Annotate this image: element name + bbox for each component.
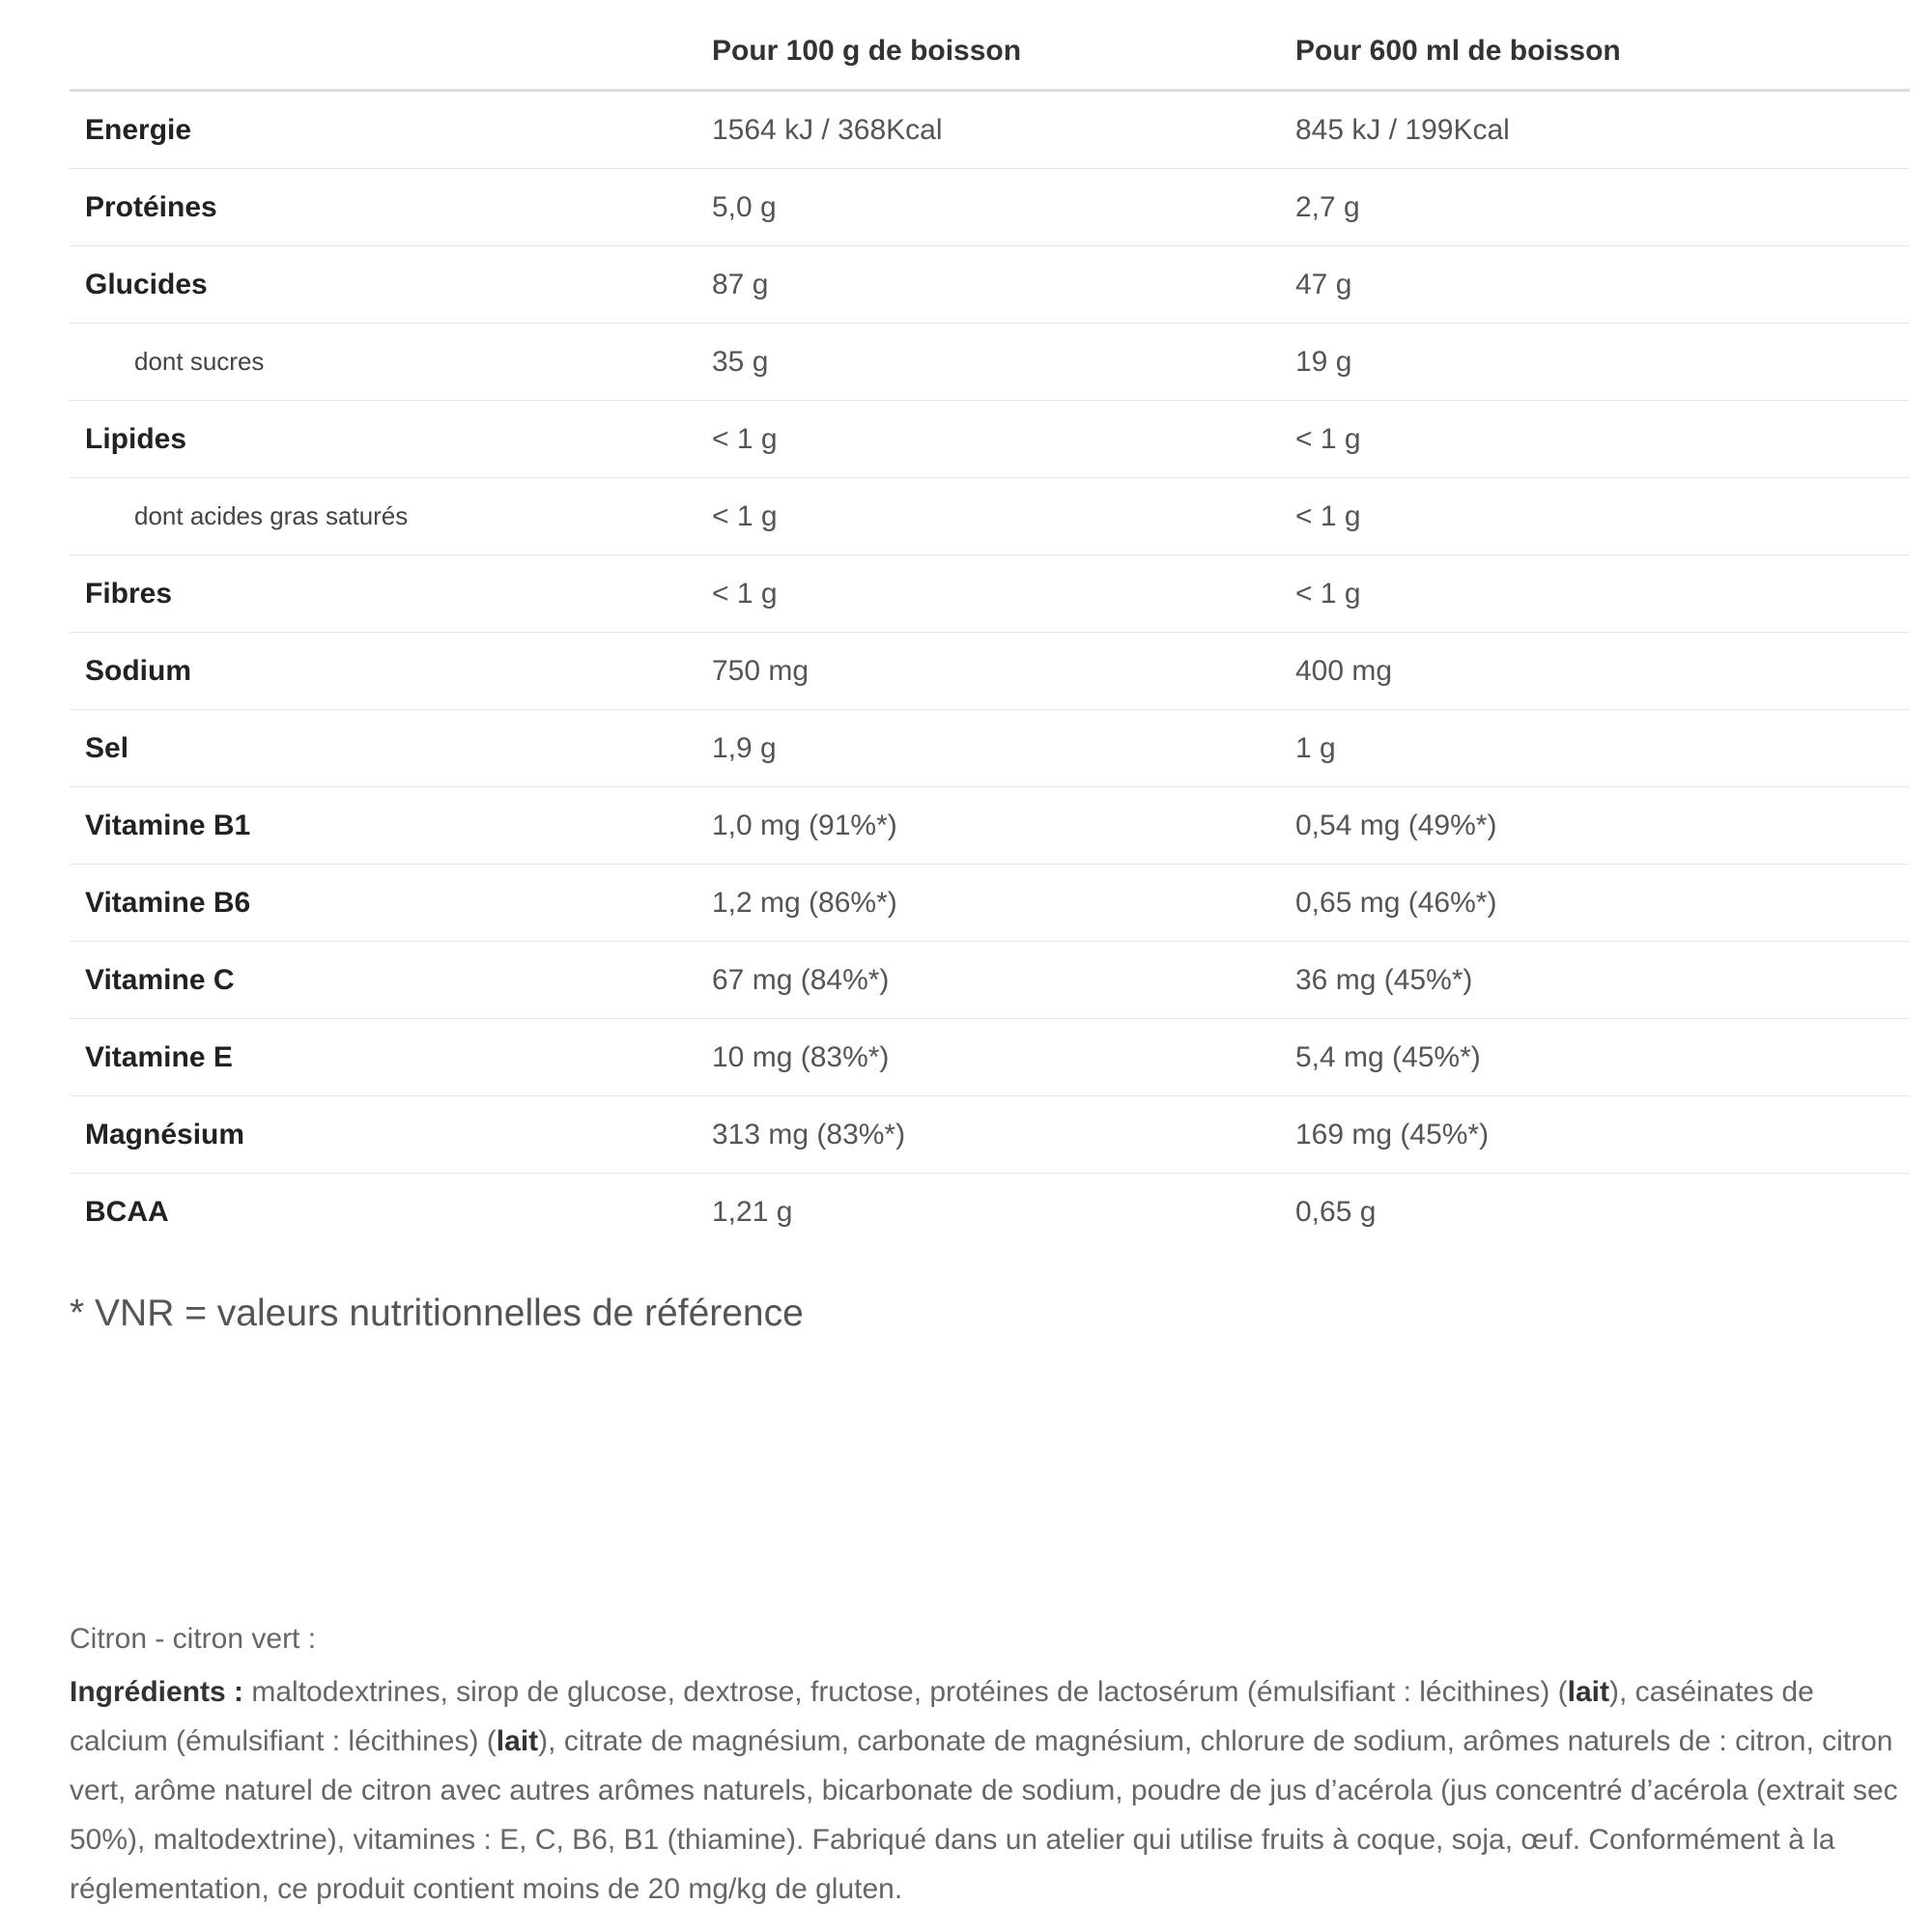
value-per-100g: 1,2 mg (86%*) bbox=[712, 865, 1295, 942]
table-row bbox=[70, 710, 1910, 787]
value-per-600ml: 36 mg (45%*) bbox=[1295, 942, 1910, 1019]
value-per-600ml: 400 mg bbox=[1295, 633, 1910, 710]
nutrition-table-header bbox=[70, 14, 1910, 91]
value-per-100g: < 1 g bbox=[712, 478, 1295, 555]
nutrient-label: Magnésium bbox=[70, 1096, 712, 1174]
nutrition-table-body bbox=[70, 91, 1910, 1251]
value-per-600ml: 5,4 mg (45%*) bbox=[1295, 1019, 1910, 1096]
value-per-600ml: 47 g bbox=[1295, 246, 1910, 324]
table-row bbox=[70, 942, 1910, 1019]
value-per-100g: 750 mg bbox=[712, 633, 1295, 710]
value-per-100g: 35 g bbox=[712, 324, 1295, 401]
nutrient-label: dont acides gras saturés bbox=[70, 478, 712, 555]
table-row bbox=[70, 169, 1910, 246]
table-row bbox=[70, 1019, 1910, 1096]
table-row bbox=[70, 1096, 1910, 1174]
value-per-100g: 5,0 g bbox=[712, 169, 1295, 246]
nutrient-label: Vitamine C bbox=[70, 942, 712, 1019]
value-per-600ml: 0,54 mg (49%*) bbox=[1295, 787, 1910, 865]
table-row bbox=[70, 324, 1910, 401]
ingredients-part-2: ), caséinates de calcium (émulsifiant : lécithines) ( bbox=[70, 1676, 1814, 1757]
value-per-100g: 1,9 g bbox=[712, 710, 1295, 787]
value-per-100g: 1564 kJ / 368Kcal bbox=[712, 91, 1295, 169]
ingredients-part-1: maltodextrines, sirop de glucose, dextrose, fructose, protéines de lactosérum (émulsifiant : lécithines) ( bbox=[243, 1676, 1568, 1708]
value-per-100g: < 1 g bbox=[712, 401, 1295, 478]
value-per-600ml: 0,65 g bbox=[1295, 1195, 1377, 1228]
ingredients-text bbox=[70, 1667, 1910, 1914]
nutrient-label: Vitamine B1 bbox=[70, 787, 712, 865]
nutrient-label: BCAA bbox=[85, 1195, 169, 1228]
table-row bbox=[70, 91, 1910, 169]
nutrient-label: Fibres bbox=[70, 555, 712, 633]
table-row bbox=[70, 1174, 1910, 1251]
allergen-milk: lait bbox=[496, 1725, 539, 1757]
table-row bbox=[70, 633, 1910, 710]
value-per-600ml: 845 kJ / 199Kcal bbox=[1295, 91, 1910, 169]
value-per-600ml: < 1 g bbox=[1295, 401, 1910, 478]
nutrient-label: dont sucres bbox=[70, 324, 712, 401]
nutrient-label: Sel bbox=[70, 710, 712, 787]
value-per-600ml: 0,65 mg (46%*) bbox=[1295, 865, 1910, 942]
nutrient-label: Vitamine B6 bbox=[70, 865, 712, 942]
table-row bbox=[70, 478, 1910, 555]
value-per-600ml: 1 g bbox=[1295, 710, 1910, 787]
value-per-100g: 10 mg (83%*) bbox=[712, 1019, 1295, 1096]
allergen-milk: lait bbox=[1567, 1676, 1609, 1708]
ingredients-part-3: ), citrate de magnésium, carbonate de magnésium, chlorure de sodium, arômes naturels de : citron, citron vert, arôme naturel de citron avec autres arômes naturels, bicarbonate de sodium, poudre de jus d’acérola (jus concentré d’acérola (extrait sec 50%), maltodextrine), vitamines : E, C, B6, B1 (thiamine). Fabriqué dans un atelier qui utilise fruits à coque, soja, œuf. Conformément à la réglementation, ce produit contient moins de 20 mg/kg de gluten. bbox=[70, 1725, 1898, 1905]
header-nutrient bbox=[70, 14, 712, 91]
flavor-title: Citron - citron vert : bbox=[70, 1623, 317, 1655]
value-per-600ml: < 1 g bbox=[1295, 555, 1910, 633]
table-row bbox=[70, 246, 1910, 324]
value-per-600ml: < 1 g bbox=[1295, 478, 1910, 555]
value-per-100g: 1,0 mg (91%*) bbox=[712, 787, 1295, 865]
value-per-100g: 1,21 g bbox=[712, 1195, 793, 1228]
table-row bbox=[70, 555, 1910, 633]
header-per-600ml: Pour 600 ml de boisson bbox=[1295, 14, 1910, 91]
nutrient-label: Lipides bbox=[70, 401, 712, 478]
value-per-100g: 87 g bbox=[712, 246, 1295, 324]
vnr-footnote: * VNR = valeurs nutritionnelles de référence bbox=[70, 1293, 804, 1334]
header-per-100g: Pour 100 g de boisson bbox=[712, 14, 1295, 91]
header-row bbox=[70, 14, 1910, 91]
nutrient-label: Energie bbox=[70, 91, 712, 169]
nutrient-label: Vitamine E bbox=[70, 1019, 712, 1096]
value-per-100g: 67 mg (84%*) bbox=[712, 942, 1295, 1019]
nutrient-label: Glucides bbox=[70, 246, 712, 324]
nutrient-label: Protéines bbox=[70, 169, 712, 246]
nutrition-table bbox=[70, 14, 1910, 1250]
ingredients-label: Ingrédients : bbox=[70, 1676, 244, 1708]
value-per-600ml: 2,7 g bbox=[1295, 169, 1910, 246]
value-per-100g: < 1 g bbox=[712, 555, 1295, 633]
value-per-600ml: 19 g bbox=[1295, 324, 1910, 401]
table-row bbox=[70, 787, 1910, 865]
value-per-100g: 313 mg (83%*) bbox=[712, 1096, 1295, 1174]
table-row bbox=[70, 401, 1910, 478]
nutrient-label: Sodium bbox=[70, 633, 712, 710]
table-row bbox=[70, 865, 1910, 942]
value-per-600ml: 169 mg (45%*) bbox=[1295, 1096, 1910, 1174]
